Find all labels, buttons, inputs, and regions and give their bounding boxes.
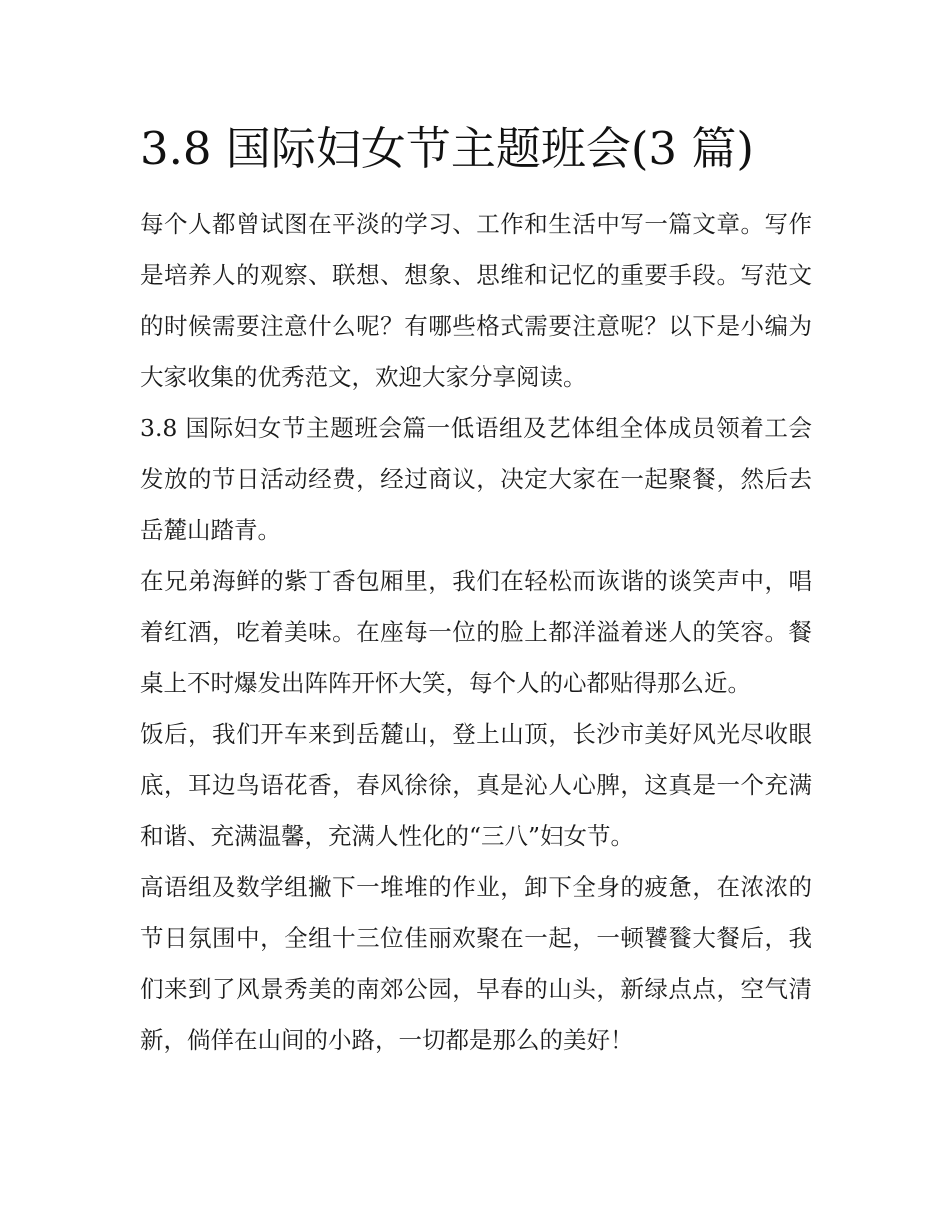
document-body (140, 118, 812, 1066)
body-paragraph: 高语组及数学组撇下一堆堆的作业，卸下全身的疲惫，在浓浓的节日氛围中，全组十三位佳丽欢聚在一起，一顿饕餮大餐后，我们来到了风景秀美的南郊公园，早春的山头，新绿点点，空气清新，倘佯在山间的小路，一切都是那么的美好！ (140, 873, 812, 1054)
intro-paragraph: 每个人都曾试图在平淡的学习、工作和生活中写一篇文章。写作是培养人的观察、联想、想象、思维和记忆的重要手段。写范文的时候需要注意什么呢？有哪些格式需要注意呢？以下是小编为大家收集的优秀范文，欢迎大家分享阅读。 (140, 210, 812, 391)
document-title: 3.8 国际妇女节主题班会(3 篇) (140, 122, 754, 175)
body-paragraph: 3.8 国际妇女节主题班会篇一低语组及艺体组全体成员领着工会发放的节日活动经费，经过商议，决定大家在一起聚餐，然后去岳麓山踏青。 (140, 414, 812, 544)
body-paragraph: 在兄弟海鲜的紫丁香包厢里，我们在轻松而诙谐的谈笑声中，唱着红酒，吃着美味。在座每一位的脸上都洋溢着迷人的笑容。餐桌上不时爆发出阵阵开怀大笑，每个人的心都贴得那么近。 (140, 567, 812, 697)
body-paragraph: 饭后，我们开车来到岳麓山，登上山顶，长沙市美好风光尽收眼底，耳边鸟语花香，春风徐徐，真是沁人心脾，这真是一个充满和谐、充满温馨，充满人性化的“三八”妇女节。 (140, 720, 812, 850)
